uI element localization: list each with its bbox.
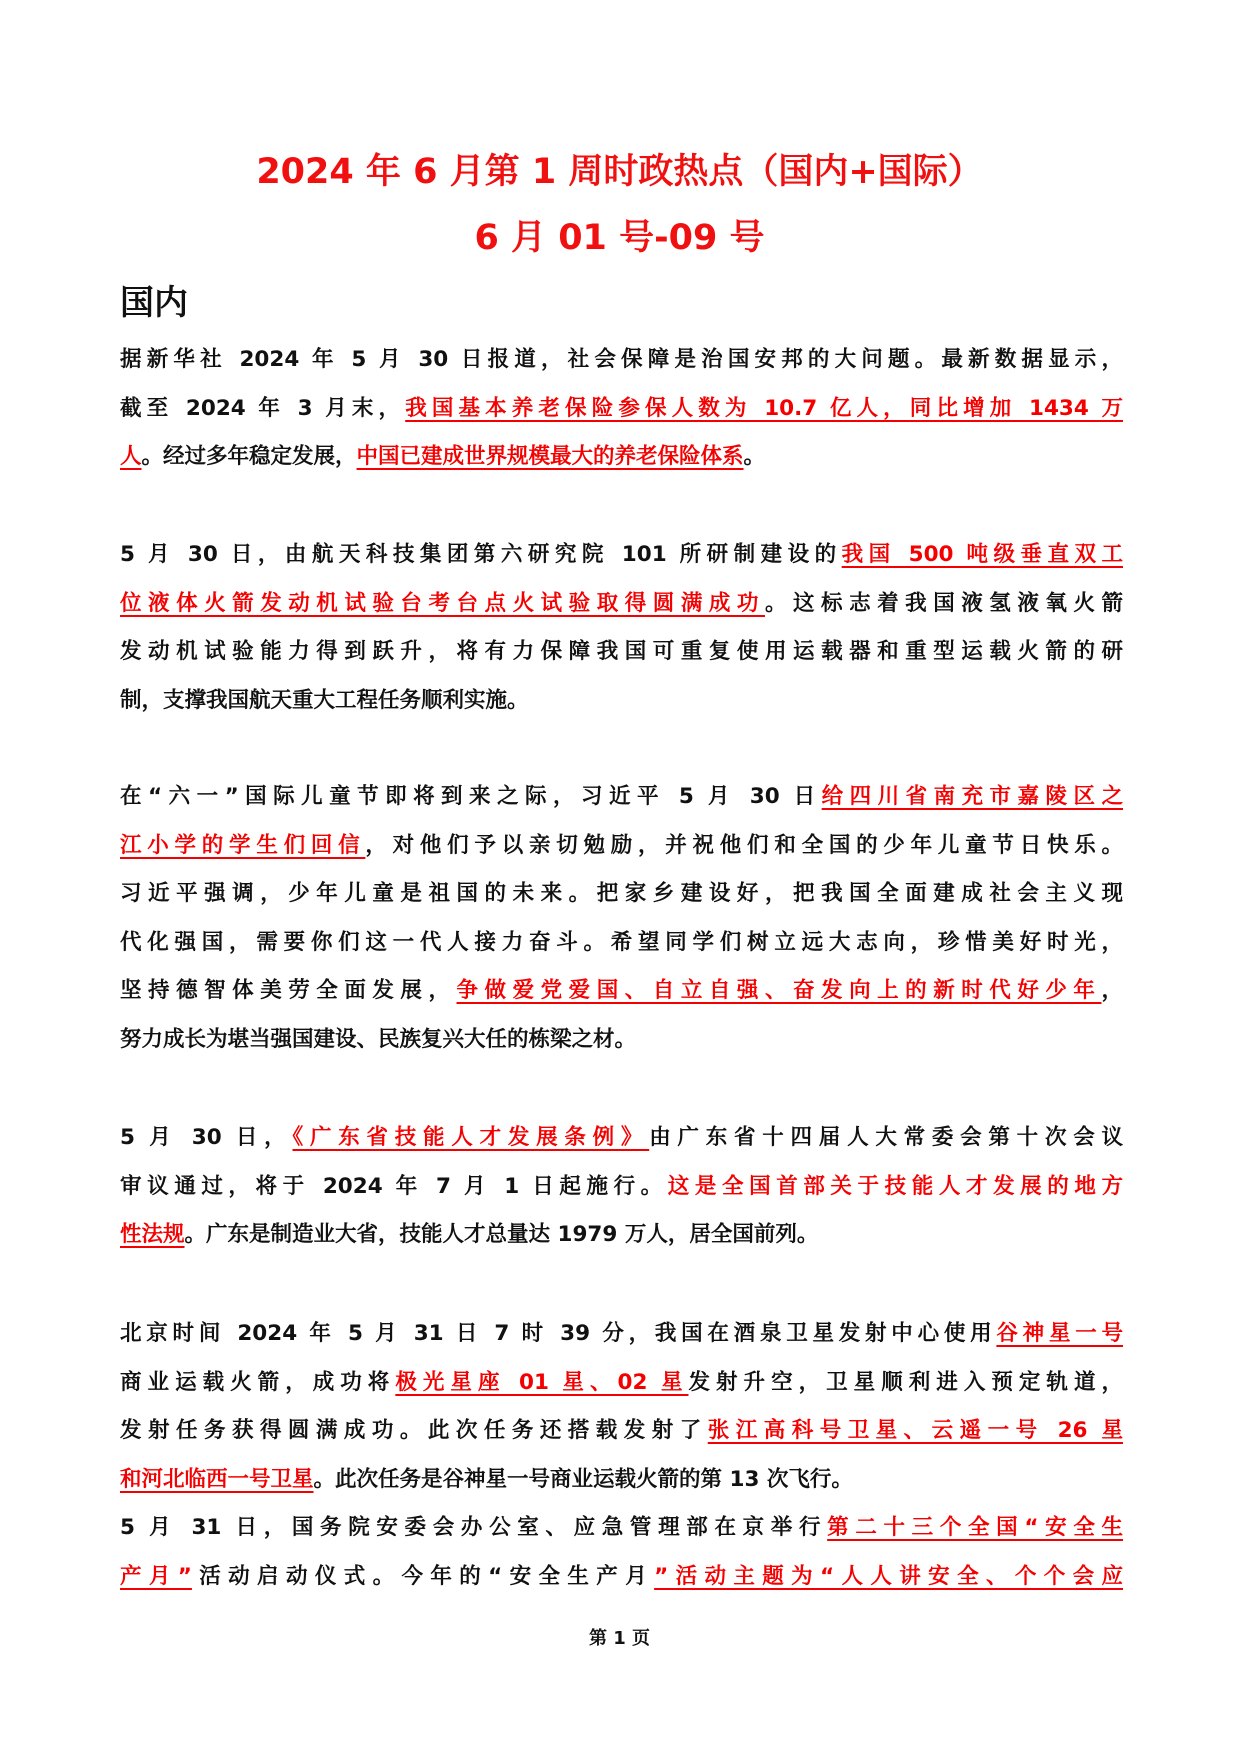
text-segment: 5 月 31 日，国务院安委会办公室、应急管理部在京举行: [120, 1515, 828, 1540]
text-segment: ，: [1101, 978, 1123, 1003]
text-segment: 。此次任务是谷神星一号商业运载火箭的第 13 次飞行。: [313, 1466, 853, 1492]
text-segment: 。: [743, 444, 766, 469]
text-segment: 。这标志着我国液氢液氧火箭: [764, 590, 1123, 616]
paragraph-line: [120, 1211, 1123, 1260]
paragraph-line: [120, 870, 1123, 919]
paragraph-line: [120, 773, 1123, 822]
highlighted-text-segment: 性法规: [120, 1222, 185, 1247]
news-paragraph: [120, 1114, 1123, 1260]
highlighted-text-segment: 给四川省南充市嘉陵区之: [821, 784, 1123, 809]
document-title: 2024 年 6 月第 1 周时政热点（国内+国际）: [256, 152, 983, 192]
text-segment: 5 月 30 日，: [120, 1125, 293, 1150]
paragraph-line: [120, 580, 1123, 629]
news-paragraph: [120, 1310, 1123, 1504]
highlighted-text-segment: 我国基本养老保险参保人数为 10.7 亿人，同比增加 1434 万: [405, 395, 1123, 421]
paragraph-line: [120, 967, 1123, 1016]
highlighted-text-segment: 产月”: [120, 1563, 192, 1589]
text-segment: 努力成长为堪当强国建设、民族复兴大任的栋梁之材。: [120, 1026, 637, 1052]
text-segment: 5 月 30 日，由航天科技集团第六研究院 101 所研制建设的: [120, 542, 842, 567]
paragraph-line: [120, 1114, 1123, 1163]
paragraph-line: [120, 1310, 1123, 1359]
text-segment: 在“六一”国际儿童节即将到来之际，习近平 5 月 30 日: [120, 784, 822, 809]
highlighted-text-segment: 《广东省技能人才发展条例》: [292, 1125, 650, 1150]
highlighted-text-segment: 江小学的学生们回信: [120, 832, 366, 858]
paragraph-line: [120, 1407, 1123, 1456]
paragraph-line: [120, 1456, 1123, 1505]
highlighted-text-segment: 争做爱党爱国、自立自强、奋发向上的新时代好少年: [456, 978, 1102, 1003]
highlighted-text-segment: ”活动主题为“人人讲安全、个个会应: [654, 1563, 1123, 1589]
text-segment: 由广东省十四届人大常委会第十次会议: [649, 1125, 1123, 1150]
paragraph-line: [120, 1016, 1123, 1065]
text-segment: 北京时间 2024 年 5 月 31 日 7 时 39 分，我国在酒泉卫星发射中心使用: [120, 1321, 997, 1346]
text-segment: 制，支撑我国航天重大工程任务顺利实施。: [120, 687, 529, 713]
highlighted-text-segment: 极光星座 01 星、02 星: [395, 1369, 689, 1395]
text-segment: 截至 2024 年 3 月末，: [120, 395, 406, 421]
text-segment: 发射任务获得圆满成功。此次任务还搭载发射了: [120, 1418, 708, 1443]
text-segment: 商业运载火箭，成功将: [120, 1369, 396, 1395]
paragraph-line: [120, 531, 1123, 580]
news-paragraph: [120, 531, 1123, 725]
paragraph-line: [120, 628, 1123, 677]
section-heading-domestic: 国内: [120, 283, 188, 323]
paragraph-line: [120, 385, 1123, 434]
paragraph-line: [120, 822, 1123, 871]
highlighted-text-segment: 张江高科号卫星、云遥一号 26 星: [707, 1418, 1123, 1443]
highlighted-text-segment: 人: [120, 444, 142, 469]
text-segment: ，对他们予以亲切勉励，并祝他们和全国的少年儿童节日快乐。: [365, 832, 1123, 858]
highlighted-text-segment: 第二十三个全国“安全生: [827, 1515, 1123, 1540]
highlighted-text-segment: 和河北临西一号卫星: [120, 1466, 314, 1492]
paragraph-line: [120, 1163, 1123, 1212]
news-paragraph: [120, 1504, 1123, 1601]
highlighted-text-segment: 我国 500 吨级垂直双工: [841, 542, 1123, 567]
text-segment: 发动机试验能力得到跃升，将有力保障我国可重复使用运载器和重型运载火箭的研: [120, 639, 1123, 664]
text-segment: 活动启动仪式。今年的“安全生产月: [191, 1563, 655, 1589]
highlighted-text-segment: 谷神星一号: [996, 1321, 1123, 1346]
text-segment: 。经过多年稳定发展，: [141, 444, 357, 469]
text-segment: 审议通过，将于 2024 年 7 月 1 日起施行。: [120, 1173, 668, 1199]
paragraph-line: [120, 433, 1123, 482]
paragraph-line: [120, 919, 1123, 968]
text-segment: 坚持德智体美劳全面发展，: [120, 978, 457, 1003]
text-segment: 。广东是制造业大省，技能人才总量达 1979 万人，居全国前列。: [184, 1222, 819, 1247]
highlighted-text-segment: 中国已建成世界规模最大的养老保险体系: [356, 444, 744, 469]
paragraph-line: [120, 1553, 1123, 1602]
paragraph-line: [120, 1359, 1123, 1408]
text-segment: 习近平强调，少年儿童是祖国的未来。把家乡建设好，把我国全面建成社会主义现: [120, 881, 1123, 906]
text-segment: 发射升空，卫星顺利进入预定轨道，: [688, 1369, 1123, 1395]
paragraph-line: [120, 1504, 1123, 1553]
document-subtitle: 6 月 01 号-09 号: [474, 218, 765, 258]
text-segment: 据新华社 2024 年 5 月 30 日报道，社会保障是治国安邦的大问题。最新数据显示，: [120, 347, 1123, 372]
page-number: 第 1 页: [588, 1628, 651, 1649]
text-segment: 代化强国，需要你们这一代人接力奋斗。希望同学们树立远大志向，珍惜美好时光，: [120, 929, 1123, 955]
news-paragraph: [120, 336, 1123, 482]
news-paragraph: [120, 773, 1123, 1064]
paragraph-line: [120, 336, 1123, 385]
highlighted-text-segment: 这是全国首部关于技能人才发展的地方: [667, 1173, 1123, 1199]
highlighted-text-segment: 位液体火箭发动机试验台考台点火试验取得圆满成功: [120, 590, 765, 616]
paragraph-line: [120, 677, 1123, 726]
